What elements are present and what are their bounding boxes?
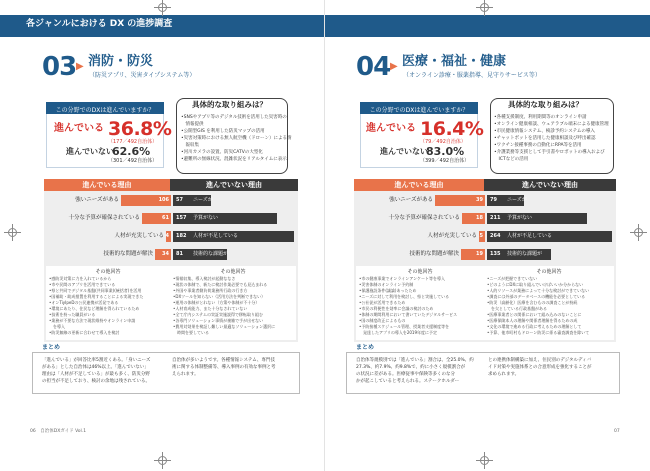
other-no-item: •各専門ソリューション事情が複雑で手が出せない (173, 318, 264, 323)
other-no-item: •医療事業者との関係において組み込みのないことに (487, 312, 582, 317)
question-heading: この分野でのDXは進んでいますか？ (360, 102, 478, 114)
other-yes-item: •市や民間のアプリを活用できている (49, 282, 116, 287)
other-no-item: 時間を要している (173, 330, 209, 335)
reason-no-label: 予算がない (193, 215, 219, 221)
other-yes-item: 発達したアプリの導入を2019年度に予定 (359, 330, 438, 335)
reason-no-value: 211 (490, 215, 501, 221)
example-item: •チャットボットを活用した健康相談及び呼出確認 (494, 136, 596, 141)
crop-mark (158, 456, 167, 465)
reason-no-label: ニーズが (507, 197, 527, 203)
reason-label: 強いニーズがある (389, 197, 433, 203)
other-no-item: •情報収集、導入検討が起動ななさ (173, 276, 236, 281)
progress-yes-count: （79／492自治体） (420, 139, 466, 145)
reason-no-value: 81 (176, 251, 183, 257)
example-item: •公開型GIS を利用した防災マップの活用 (181, 129, 265, 134)
reason-no-value: 79 (490, 197, 497, 203)
other-yes-item: •保護施設条件(議論)あったため (359, 288, 417, 293)
other-yes-item: •市の健康事業でオンラインアンケート等を導入 (359, 276, 445, 281)
reason-no-label: 予算がない (507, 215, 533, 221)
example-item: •オンライン健康相談、ウェアラブル端末による健康管理 (494, 122, 609, 127)
other-yes-item: •オンTiyIpeDの公民連携が活発である (49, 300, 119, 305)
other-yes-item: •環境にあたり、住民など理解を得られているため (49, 306, 140, 311)
other-no-item: •現状の体制で、新たに検討作業必要でも見込まれる (173, 282, 268, 287)
summary-line: 自治体が多いようです。各種情報システム、専門技 (172, 358, 275, 363)
reason-yes-value: 19 (476, 251, 483, 257)
other-no-item: •人材育成能力、また十分なされていない (173, 306, 248, 311)
example-item: •各種支援制度、利用期間等のオンライン申請 (494, 115, 587, 120)
other-yes-item: •国の制度改正によるもの (359, 318, 406, 323)
crop-mark (158, 3, 167, 12)
other-no-item: を欠としている行政基盤がある (487, 306, 547, 311)
other-yes-item: •予防接種スケジュール管理、授業者支援制度等を (359, 324, 450, 329)
reason-no-value: 57 (176, 197, 183, 203)
reason-row (354, 195, 616, 206)
section-number: 03 (42, 52, 77, 82)
example-item: 報収集 (181, 143, 199, 148)
summary-line: イド対策や実施体系との合意形成を強化することが (488, 365, 592, 370)
example-item: •ワクチン接種事務の自動化にRPA等を活用 (494, 143, 582, 148)
progress-yes-pct: 36.8% (108, 118, 172, 140)
other-yes-item: •公社従が活用できるため (359, 300, 406, 305)
reason-no-bar (173, 249, 227, 260)
other-no-item: •DXツールを知らない（活用方法を判断できない） (173, 294, 266, 299)
reason-no-label: 人材が不足している (193, 233, 239, 239)
progress-no-pct: 62.6% (112, 145, 151, 158)
summary-tag: まとめ (42, 344, 61, 351)
examples-title: 具体的な取り組みは？ (508, 100, 583, 109)
reason-row (44, 213, 298, 224)
reason-row (44, 231, 298, 242)
reason-yes-value: 39 (476, 197, 483, 203)
other-no-item: •医療保険本人の理解や関係者理解を得るための成 (487, 318, 578, 323)
progress-no-count: （301／492自治体） (108, 158, 158, 164)
reason-no-bar (173, 213, 277, 224)
reason-label: 十分な予算が確保されている (388, 215, 460, 221)
reasons-no-header: 進んでいない理由 (484, 179, 616, 191)
reason-row (354, 231, 616, 242)
other-no-header: その他回答 (220, 269, 246, 275)
other-no-item: •外国や事業者側負荷業務所行政の行き方 (173, 288, 248, 293)
section-title: 消防・防災 (88, 54, 154, 69)
summary-line: 「進んでいる」が回答比率5割近くある。「身いニーズ (42, 358, 151, 363)
reason-yes-bar (461, 249, 485, 260)
example-item: •介護業務等支援として手引書やロボットの導入および (494, 150, 605, 155)
reason-no-bar (173, 195, 211, 206)
reason-yes-bar (166, 231, 171, 242)
progress-no-pct: 83.0% (426, 145, 465, 158)
reason-label: 強いニーズがある (75, 197, 119, 203)
reason-yes-bar (155, 249, 171, 260)
section-subtitle: （オンライン診療・服薬指導、見守りサービス等） (403, 72, 541, 79)
page-spine (324, 0, 325, 471)
other-no-item: •予算、他市町村もドローン防災に係る審査調査を除いて (487, 330, 590, 335)
other-yes-item: •感防災対策に力を入れているから (49, 276, 112, 281)
progress-no-label: 進んでいない (380, 147, 428, 156)
example-item: •災害対策時における無人航空機（ドローン）による情 (181, 136, 292, 141)
reason-yes-value: 34 (162, 251, 169, 257)
other-yes-item: •ニーズに対して利用を検討し、県と実施している (359, 294, 450, 299)
section-arrow-icon: ▶ (76, 61, 84, 72)
page-folio: 06 自治体DXガイド Vol.1 (30, 429, 87, 434)
progress-yes-label: 進んでいる (366, 123, 416, 134)
reason-yes-value: 5 (479, 233, 483, 239)
progress-yes-pct: 16.4% (420, 118, 484, 140)
other-yes-item: •災害体制のオンライン予約制 (359, 282, 414, 287)
progress-no-label: 進んでいない (66, 147, 114, 156)
reason-no-value: 182 (176, 233, 187, 239)
reason-row (44, 195, 298, 206)
other-no-item: •人的リソースが業務によって十分な検討ができていない (487, 288, 590, 293)
reason-yes-value: 61 (162, 215, 169, 221)
other-no-item: •全て庁内システムの実証実施説得で移転取り組む (173, 312, 263, 317)
reason-no-bar (173, 231, 294, 242)
question-heading: この分野でのDXは進んでいますか？ (46, 102, 164, 114)
reasons-chart (354, 193, 616, 265)
other-no-item: •防災（高齢化）医療を含むものの調査ことが持続 (487, 300, 578, 305)
reason-row (354, 213, 616, 224)
reason-no-bar (487, 231, 612, 242)
example-item: •避難所の無線状況、混雑状況をリアルタイムに表示 (181, 157, 287, 162)
other-yes-item: •防災無線の更新に合わせて導入を検討 (49, 330, 120, 335)
reason-yes-bar (462, 213, 485, 224)
reason-row (354, 249, 616, 260)
reason-no-bar (487, 249, 551, 260)
summary-line: の担当が不足しており、検討の余地は残されている。 (42, 379, 150, 384)
reason-no-bar (487, 195, 527, 206)
reason-yes-value: 4 (165, 233, 169, 239)
summary-line: 求められます。 (488, 372, 520, 377)
other-yes-item: •業務が不要な方法で現状維持やオンライン申請 (49, 318, 136, 323)
reason-yes-bar (142, 213, 171, 224)
other-yes-header: その他回答 (407, 269, 433, 275)
section-number: 04 (356, 52, 391, 82)
other-no-item: •運用の体制がとれない（方策や体制が不十分） (173, 300, 260, 305)
summary-line: 27.3%、約7.9%、約9.8%で、約に小さく規模割合が (356, 365, 466, 370)
section-arrow-icon: ▶ (390, 61, 398, 72)
other-no-item: •ニーズが把握できていない (487, 276, 538, 281)
example-item: ICTなどの活用 (494, 157, 529, 162)
summary-line: の状況に差がある。医療従事や保険等多くのな分 (356, 372, 455, 377)
reason-yes-value: 106 (158, 197, 169, 203)
reason-no-label: 技術的な課題が (507, 251, 543, 257)
reason-label: 技術的な問題が解決 (409, 251, 459, 257)
reasons-yes-header: 進んでいる理由 (44, 179, 170, 191)
reasons-yes-header: 進んでいる理由 (354, 179, 484, 191)
crop-mark (8, 228, 17, 237)
reason-yes-bar (479, 231, 485, 242)
other-yes-item: •市民の利便性を効率に会議の検討のため (359, 306, 434, 311)
other-no-item: •調査には外部のデータベースの機能を必要としている (487, 294, 586, 299)
example-item: 情報提供 (181, 122, 204, 127)
crop-mark (480, 3, 489, 12)
reason-no-label: ニーズが (193, 197, 213, 203)
progress-no-count: （399／492自治体） (420, 158, 470, 164)
reason-label: 人材が充実している (114, 233, 164, 239)
section-title: 医療・福祉・健康 (402, 54, 507, 69)
progress-yes-label: 進んでいる (54, 123, 104, 134)
page-header-title: 各ジャンルにおける DX の進捗調査 (26, 19, 173, 29)
example-item: •SNSやアプリ等のデジタル技術を活用した災害時の (181, 115, 287, 120)
reasons-no-header: 進んでいない理由 (170, 179, 298, 191)
other-yes-item: •国補助・助成措置を利用することによる実現できた (49, 294, 144, 299)
other-no-item: •文化の環境で進める行政に考えるための理解として (487, 324, 582, 329)
section-subtitle: （防災アプリ、災害タイプシステム等） (89, 72, 196, 79)
reason-no-value: 135 (490, 251, 501, 257)
crop-mark (480, 456, 489, 465)
reason-no-value: 157 (176, 215, 187, 221)
summary-line: 自治体等規模別では「進んでいる」割合は、全25.0%、約 (356, 358, 474, 363)
reason-no-label: 人材が不足している (507, 233, 553, 239)
reason-label: 十分な予算が確保されている (68, 215, 140, 221)
other-no-header: その他回答 (536, 269, 562, 275)
other-no-item: •どのようにDXに取り組んでいけばいいか分からない (487, 282, 584, 287)
summary-line: 理由は「人材が不足している」が最も多く、防災分野 (42, 372, 150, 377)
summary-line: かが起こしていると考えられる。ステークホルダー (356, 379, 460, 384)
reason-no-label: 技術的な課題が (193, 251, 229, 257)
other-yes-item: を導入 (49, 324, 65, 329)
other-yes-item: •技術を持った職員がいる (49, 312, 96, 317)
reason-row (44, 249, 298, 260)
progress-yes-count: （177／492自治体） (108, 139, 158, 145)
other-yes-header: その他回答 (95, 269, 121, 275)
summary-tag: まとめ (356, 344, 375, 351)
reason-yes-bar (121, 195, 171, 206)
reasons-chart (44, 193, 298, 265)
reason-no-value: 264 (490, 233, 501, 239)
reason-yes-value: 18 (476, 215, 483, 221)
crop-mark (634, 228, 643, 237)
example-item: •市民健康情報システム、検診予約システムの導入 (494, 129, 595, 134)
reason-label: 人材が充実している (427, 233, 477, 239)
reason-yes-bar (435, 195, 485, 206)
summary-line: 術に関する体制整備等、導入事例の有効な事例と考 (172, 365, 276, 370)
other-yes-item: •体制の期間利用において書いていたデジタルサービス (359, 312, 458, 317)
summary-line: えられます。 (172, 372, 199, 377)
summary-line: がある」とした自治体は46%以上。「進んでいない」 (42, 365, 149, 370)
examples-title: 具体的な取り組みは？ (192, 100, 267, 109)
reason-no-bar (487, 213, 587, 224)
reason-label: 技術的な問題が解決 (103, 251, 153, 257)
example-item: •河川カメラの設置、防災CATVの大型化 (181, 150, 263, 155)
summary-line: との連携体制構築に加え、住民別のデジタルディバ (488, 358, 592, 363)
page-folio: 07 (614, 429, 620, 434)
other-no-item: •費用対効果を検証し難しい最適なソリューション選択に (173, 324, 276, 329)
other-yes-item: •県と共同でデジタル基盤(共同事業)(統括者)を活用 (49, 288, 142, 293)
